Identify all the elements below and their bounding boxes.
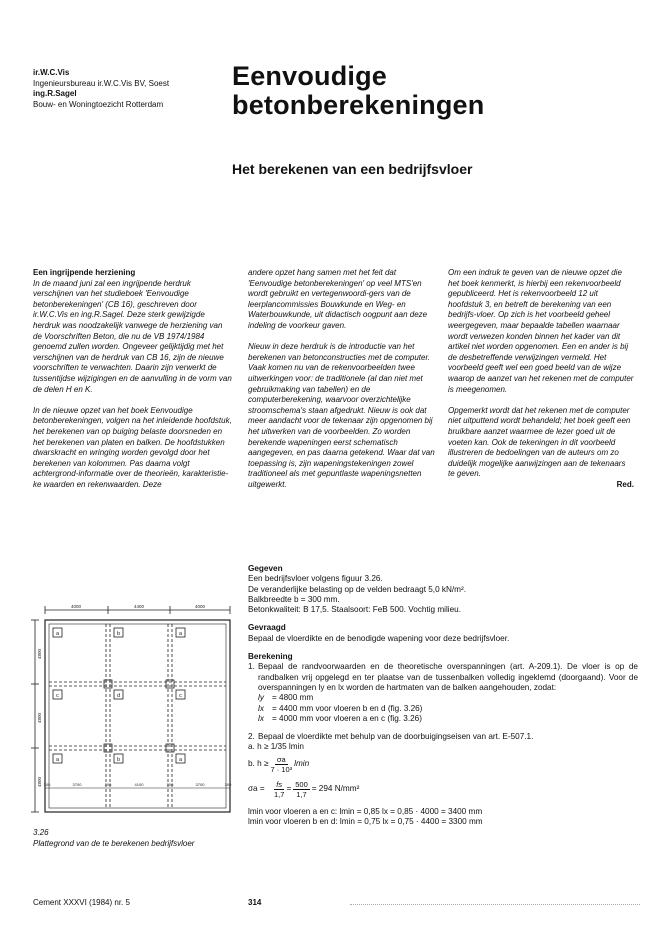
section-heading: Gegeven: [248, 564, 283, 573]
steel-stress-formula: [248, 780, 638, 799]
panel-label: b: [116, 631, 121, 637]
author-name-1: ir.W.C.Vis: [33, 68, 70, 77]
span-values: [248, 693, 638, 724]
formula-fraction: [274, 780, 284, 799]
panel-label: a: [178, 631, 183, 637]
article-subtitle: Het berekenen van een bedrijfsvloer: [232, 161, 473, 177]
formula-lhs: σa =: [248, 784, 265, 794]
floor-plan-figure: [30, 602, 235, 824]
step-text: Bepaal de randvoorwaarden en de theoretische overspanningen (art. A-209.1). De vloer is op de randbalken vrij opgelegd en ter plaatse van de tussenbalken volledig ingeklemd (doorgaand). Voor de overspanningen ly en lx worden de hartmaten van de balken aangehouden, zodat:: [258, 662, 638, 692]
lmin-line: lmin voor vloeren a en c: lmin = 0,85 lx = 0,85 · 4000 = 3400 mm: [248, 806, 483, 816]
formula-rhs: lmin: [294, 759, 310, 769]
intro-paragraph: Om een indruk te geven van de nieuwe opzet die het boek kenmerkt, is hierbij een rekenvoorbeeld gepubliceerd. Het is rekenvoorbeeld 12 uit hoofdstuk 3, en betreft de berekening van een bedrijfs-vloer. Op zich is het voorbeeld geheel weergegeven, maar bepaalde tabellen waarnaar wordt verwezen konden binnen het kader van dit artikel niet worden opgenomen. Een en ander is bij de desbetreffende verwijzingen vermeld. Het voorbeeld geeft wel een goed beeld van de wijze waarop de aanzet van het rekenen met de computer is meegenomen.: [448, 268, 634, 394]
intro-column-1: [33, 268, 233, 501]
article-title: [232, 62, 632, 120]
given-line: De veranderlijke belasting op de velden bedraagt 5,0 kN/m².: [248, 584, 467, 594]
fraction-numerator: fs: [276, 779, 283, 789]
figure-number: 3.26: [33, 828, 49, 837]
intro-paragraph: In de maand juni zal een ingrijpende herdruk verschijnen van het studieboek 'Eenvoudige betonberekeningen' (CB 16), geschreven door ir.W.C.Vis en ing.R.Sagel. Deze sterk gewijzigde herdruk was noodzakelijk vanwege de herziening van de Voorschriften Beton, die nu de VB 1974/1984 genoemd zullen worden. Ongeveer gelijktijdig met het verschijnen van de herdruk van CB 16, zijn de nieuwe voorschriften te verwachten. Daarin zijn verwerkt de tussentijdse wijzigingen en de aanvulling in de vorm van de delen H en K.: [33, 278, 232, 394]
dimension-label: 4800: [37, 712, 42, 724]
worked-example: [248, 564, 638, 835]
formula-lhs: b. h ≥: [248, 759, 269, 769]
intro-paragraph: In de nieuwe opzet van het boek Eenvoudige betonberekeningen, volgen na het inleidende hoofdstuk, het berekenen van op buiging belaste doorsneden en het berekenen van platen en balken. De hoofdstukken dwarskracht en wringing worden gevolgd door het berekenen van kolommen. Pas daarna volgt achtergrond-informatie over de theorieën, karakteristie-ke waarden en rekenwaarden. Deze: [33, 405, 232, 489]
dimension-label: 300: [224, 782, 232, 787]
formula-result: = 294 N/mm²: [311, 784, 360, 794]
intro-column-2: [248, 268, 442, 501]
figure-caption-text: Plattegrond van de te berekenen bedrijfsvloer: [33, 838, 195, 848]
figure-caption: [33, 828, 213, 849]
thickness-rule-a: a. h ≥ 1/35 lmin: [248, 742, 304, 752]
span-symbol: lx: [258, 703, 264, 713]
dimension-label: 4000: [70, 604, 82, 609]
given-line: Balkbreedte b = 300 mm.: [248, 594, 340, 604]
panel-label: a: [178, 757, 183, 763]
fraction-numerator: 500: [295, 779, 308, 789]
dimension-label: 300: [104, 782, 112, 787]
calc-step-1: [248, 662, 638, 693]
section-heading: Gevraagd: [248, 623, 286, 633]
dimension-label: 300: [166, 782, 174, 787]
span-symbol: lx: [258, 713, 264, 723]
footer-rule: [350, 904, 640, 905]
panel-label: c: [179, 693, 182, 699]
step-number: 1.: [248, 662, 255, 672]
dimension-label: 4800: [37, 648, 42, 660]
step-text: Bepaal de vloerdikte met behulp van de doorbuigingseisen van art. E-507.1.: [258, 732, 534, 742]
panel-label: c: [56, 693, 59, 699]
editor-signoff: Red.: [616, 479, 634, 489]
panel-label: b: [116, 757, 121, 763]
calculation-section: [248, 652, 638, 827]
fraction-denominator: 1,7: [274, 789, 285, 799]
fraction-denominator: 1,7: [296, 789, 307, 799]
dimension-label: 300: [43, 782, 51, 787]
intro-heading: Een ingrijpende herziening: [33, 268, 136, 277]
asked-section: [248, 623, 638, 644]
intro-paragraph: andere opzet hang samen met het feit dat 'Eenvoudige betonberekeningen' op veel MTS'en wordt gebruikt en vertegenwoordi-gers van de leerplancommissies Bouwkunde en Weg- en Waterbouwkunde, uit didactisch oogpunt aan deze indeling de voorkeur gaven.: [248, 268, 428, 330]
intro-paragraph: Nieuw in deze herdruk is de introductie van het berekenen van betonconstructies met de computer. Vaak komen nu van de rekenvoorbeelden twee uitwerkingen voor: de traditionele (al dan niet met gebruikmaking van tabellen) en de computerberekening, waarvoor overzichtelijke stroomschema's staan afgedrukt. Nieuw is ook dat meer aandacht voor de tekenaar zijn opgenomen bij het uitwerken van de voorbeelden. Zo worden berekende wapeningen eerst schematisch aangegeven, en pas daarna getekend. Waar dat van toepassing is, zijn wapeningstekeningen zowel traditioneel als met gepuntlaste wapeningsnetten uitgewerkt.: [248, 342, 435, 489]
formula-equals: =: [286, 784, 292, 794]
page-number: 314: [248, 898, 262, 907]
dimension-label: 4000: [194, 604, 206, 609]
calc-step-2: [248, 732, 638, 742]
dimension-label: 4400: [133, 604, 145, 609]
span-symbol: ly: [258, 693, 264, 703]
intro-paragraph: Opgemerkt wordt dat het rekenen met de computer niet uitputtend wordt behandeld; het boek geeft een bruikbare aanzet waarmee de lezer goed uit de voeten kan. Ook de tekeningen in dit voorbeeld illustreren de bedoelingen van de auteurs om zo duidelijk mogelijke aanwijzingen aan de tekenaars te geven.: [448, 405, 631, 479]
span-value: = 4000 mm voor vloeren a en c (fig. 3.26): [272, 713, 422, 723]
lmin-line: lmin voor vloeren b en d: lmin = 0,75 lx = 0,75 · 4400 = 3300 mm: [248, 817, 483, 827]
dimension-label: 3700: [195, 782, 205, 787]
author-org-1: Ingenieursbureau ir.W.C.Vis BV, Soest: [33, 78, 170, 88]
fraction-numerator: σa: [276, 754, 286, 764]
panel-label: a: [55, 757, 60, 763]
panel-label: a: [55, 631, 60, 637]
span-value: = 4800 mm: [272, 693, 314, 703]
dimension-label: 4100: [134, 782, 144, 787]
author-block: [33, 68, 233, 110]
author-org-2: Bouw- en Woningtoezicht Rotterdam: [33, 99, 164, 109]
given-line: Betonkwaliteit: B 17,5. Staalsoort: FeB 500. Vochtig milieu.: [248, 605, 461, 615]
formula-fraction: [270, 755, 292, 774]
formula-fraction: [293, 780, 310, 799]
author-name-2: ing.R.Sagel: [33, 89, 77, 98]
given-section: [248, 564, 638, 615]
dimension-label: 4800: [37, 776, 42, 788]
thickness-rule-b: [248, 755, 638, 774]
given-line: Een bedrijfsvloer volgens figuur 3.26.: [248, 574, 383, 584]
span-value: = 4400 mm voor vloeren b en d (fig. 3.26): [272, 703, 423, 713]
fraction-denominator: 7 · 10³: [270, 764, 293, 774]
dimension-label: 3700: [72, 782, 82, 787]
journal-footer: Cement XXXVI (1984) nr. 5: [33, 898, 130, 907]
title-line-1: Eenvoudige: [232, 61, 388, 91]
asked-line: Bepaal de vloerdikte en de benodigde wapening voor deze bedrijfsvloer.: [248, 633, 510, 643]
section-heading: Berekening: [248, 652, 293, 662]
panel-label: d: [116, 693, 121, 699]
step-number: 2.: [248, 732, 255, 742]
intro-column-3: [448, 268, 634, 490]
title-line-2: betonberekeningen: [232, 90, 485, 120]
